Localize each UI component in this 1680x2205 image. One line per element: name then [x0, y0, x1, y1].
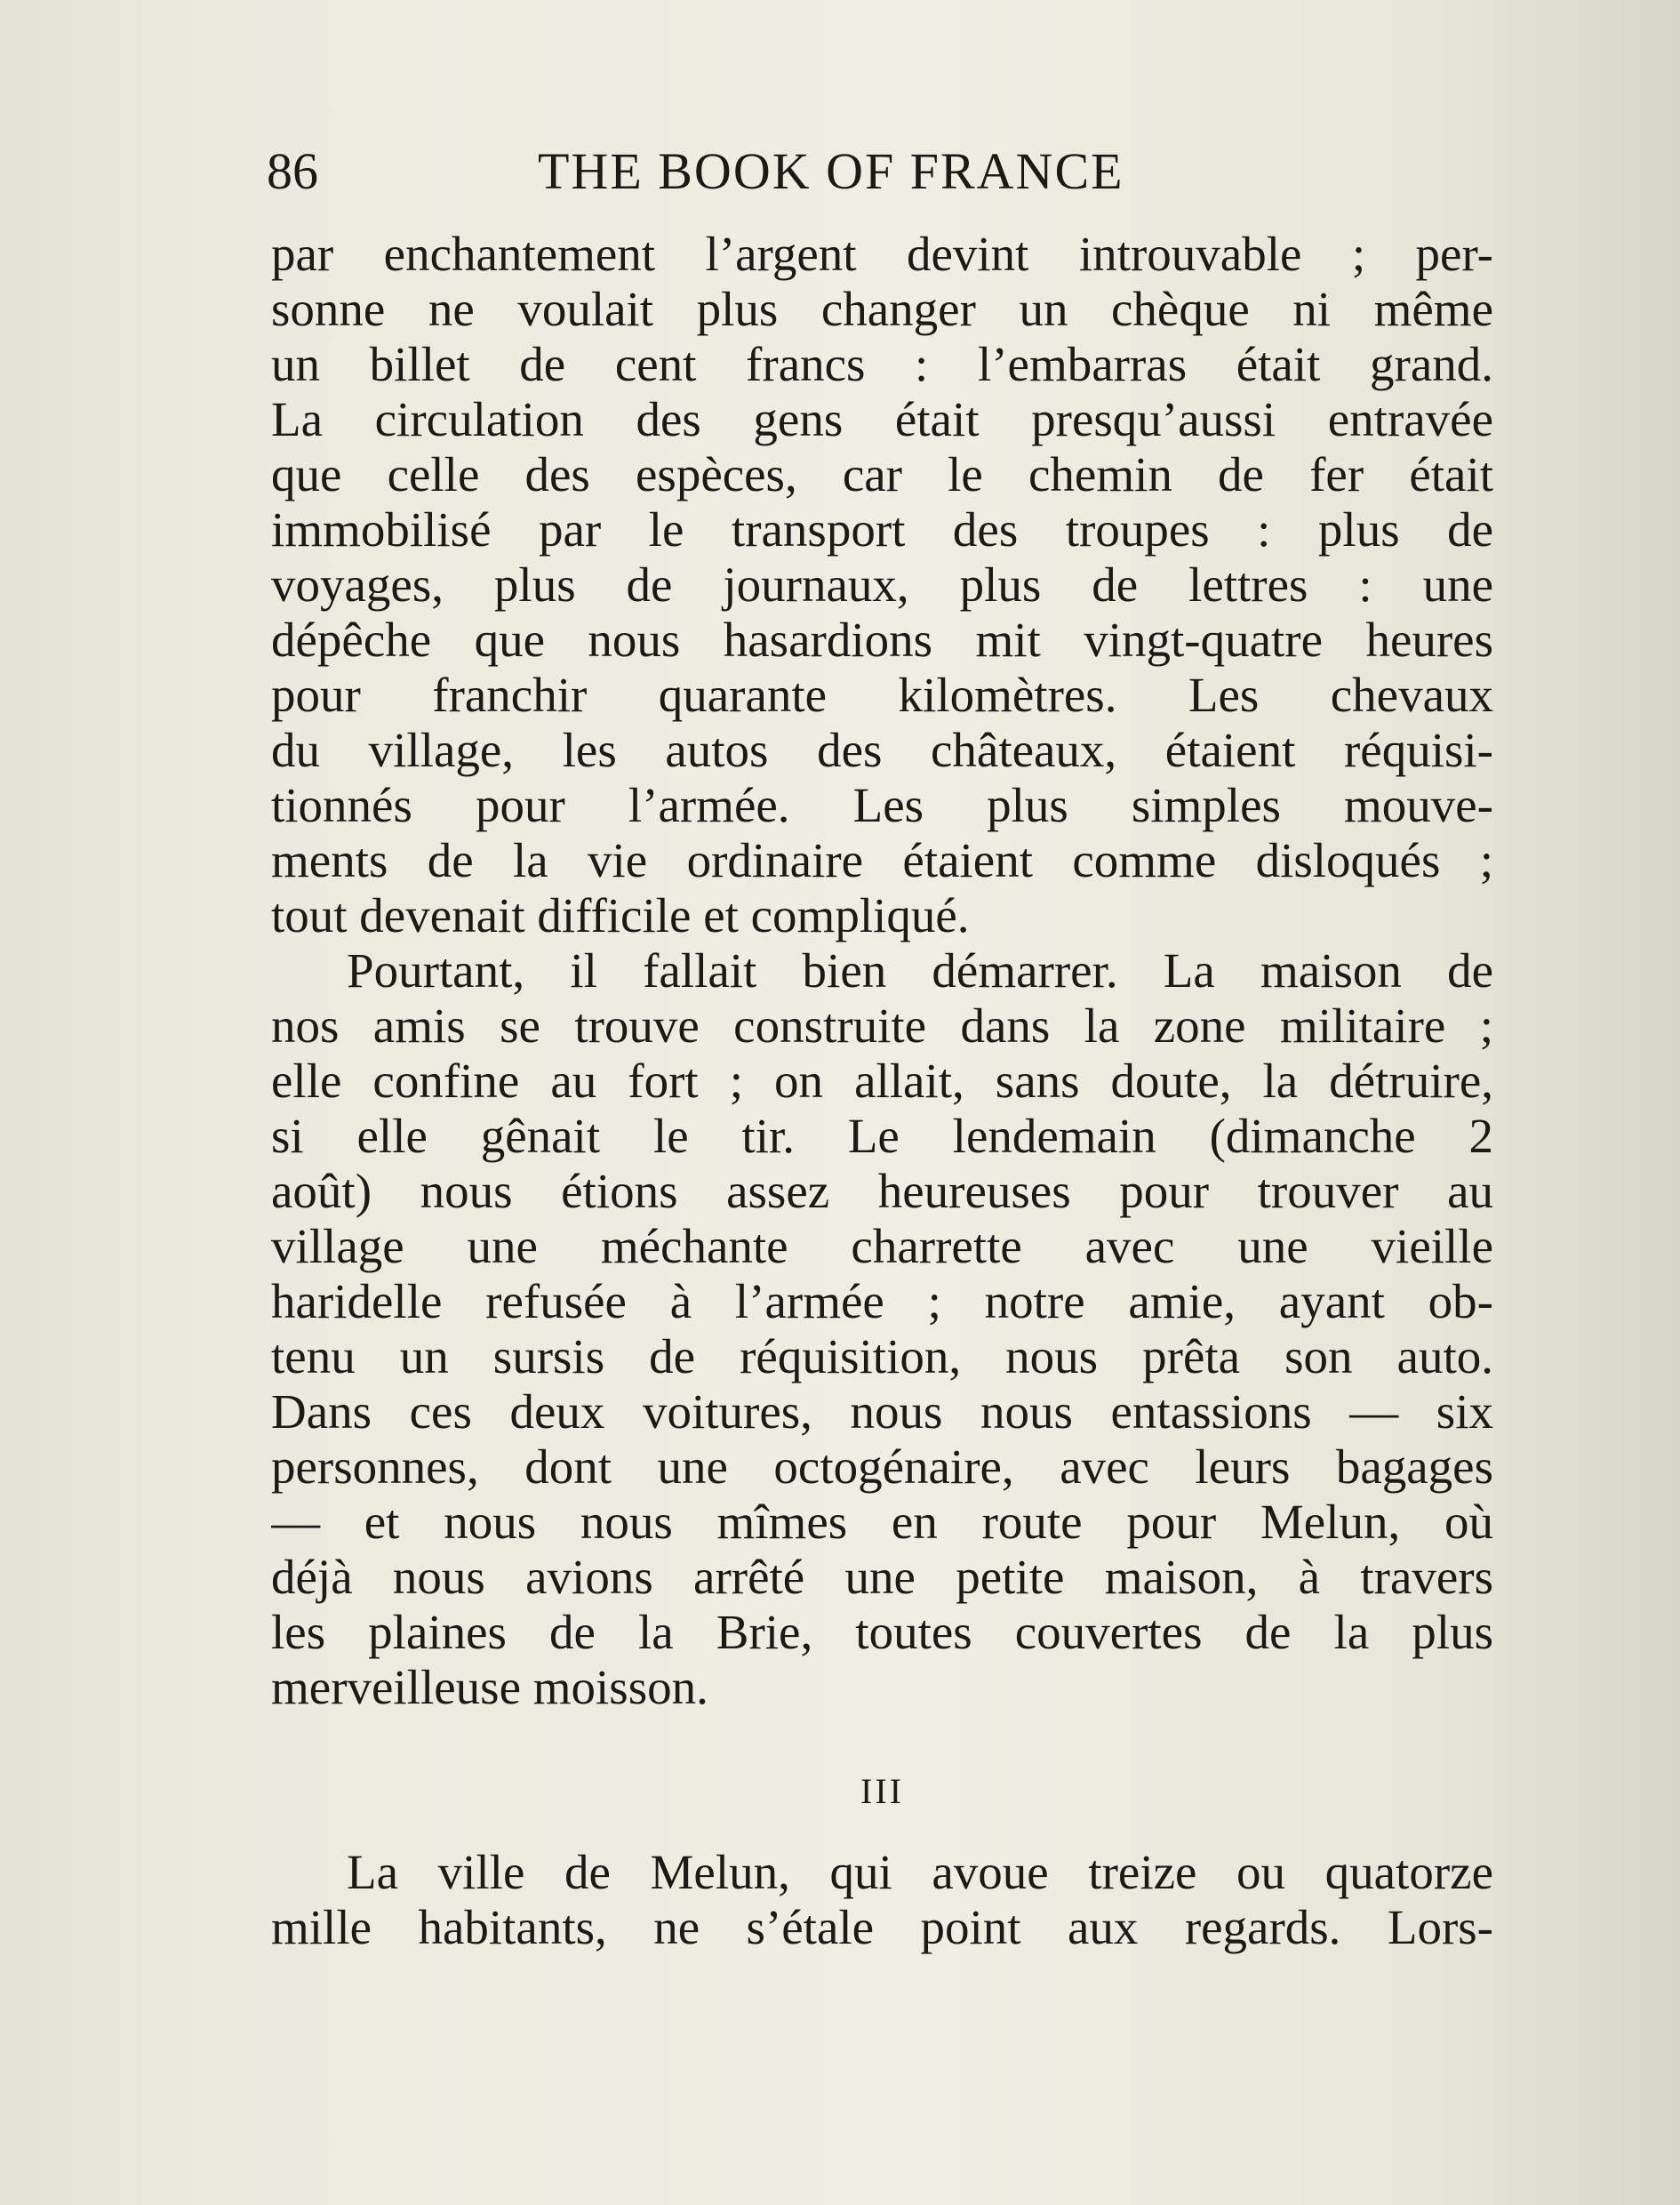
text-line: Pourtant, il fallait bien démarrer. La maison de — [347, 943, 1493, 998]
page-number: 86 — [267, 142, 318, 200]
text-line: village une méchante charrette avec une vieille — [271, 1219, 1493, 1273]
text-line: La circulation des gens était presqu’aussi entravée — [271, 392, 1493, 446]
text-line: personnes, dont une octogénaire, avec leurs bagages — [271, 1439, 1493, 1494]
text-line: que celle des espèces, car le chemin de fer était — [271, 447, 1493, 501]
running-head: THE BOOK OF FRANCE — [538, 142, 1124, 200]
paragraph-1 — [271, 227, 1493, 943]
text-line: voyages, plus de journaux, plus de lettres : une — [271, 557, 1493, 612]
text-line: août) nous étions assez heureuses pour trouver au — [271, 1164, 1493, 1218]
text-line: tionnés pour l’armée. Les plus simples mouve- — [271, 778, 1493, 832]
text-line: elle confine au fort ; on allait, sans doute, la détruire, — [271, 1054, 1493, 1108]
text-line: nos amis se trouve construite dans la zone militaire ; — [271, 998, 1493, 1053]
text-line: tout devenait difficile et compliqué. — [271, 888, 970, 942]
text-line: haridelle refusée à l’armée ; notre amie, ayant ob- — [271, 1274, 1493, 1328]
text-line: les plaines de la Brie, toutes couvertes de la plus — [271, 1605, 1493, 1659]
body-text — [271, 227, 1493, 1715]
page-header — [267, 140, 1493, 203]
text-line: du village, les autos des châteaux, étaient réquisi- — [271, 723, 1493, 777]
text-line: Dans ces deux voitures, nous nous entassions — six — [271, 1384, 1493, 1439]
text-line: ments de la vie ordinaire étaient comme disloqués ; — [271, 833, 1493, 887]
text-line: — et nous nous mîmes en route pour Melun, où — [271, 1495, 1493, 1549]
text-line: La ville de Melun, qui avoue treize ou quatorze — [347, 1845, 1493, 1899]
text-line: sonne ne voulait plus changer un chèque ni même — [271, 282, 1493, 336]
text-line: mille habitants, ne s’étale point aux regards. Lors- — [271, 1900, 1493, 1954]
paragraph-3 — [271, 1845, 1493, 1955]
text-line: déjà nous avions arrêté une petite maison, à travers — [271, 1550, 1493, 1604]
section-heading: III — [860, 1771, 904, 1811]
text-line: dépêche que nous hasardions mit vingt-quatre heures — [271, 613, 1493, 667]
text-line: immobilisé par le transport des troupes : plus de — [271, 502, 1493, 557]
text-line: un billet de cent francs : l’embarras était grand. — [271, 337, 1493, 391]
text-line: par enchantement l’argent devint introuvable ; per- — [271, 227, 1493, 281]
paragraph-2 — [271, 943, 1493, 1715]
text-line: tenu un sursis de réquisition, nous prêta son auto. — [271, 1329, 1493, 1383]
text-line: si elle gênait le tir. Le lendemain (dimanche 2 — [271, 1109, 1493, 1163]
text-line: merveilleuse moisson. — [271, 1660, 708, 1714]
text-line: pour franchir quarante kilomètres. Les chevaux — [271, 668, 1493, 722]
